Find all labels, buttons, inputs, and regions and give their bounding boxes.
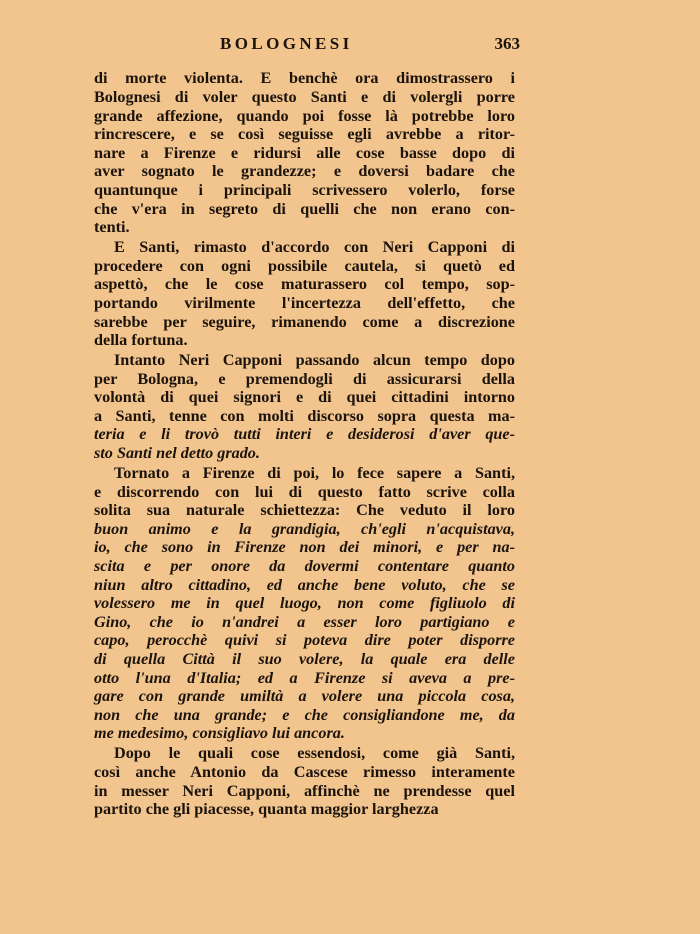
page-header <box>94 34 520 56</box>
text-line: sto Santi nel detto grado. <box>94 444 260 463</box>
text-line: della fortuna. <box>94 331 188 350</box>
text-line: solita sua naturale schiettezza: Che veduto il loro <box>94 501 515 520</box>
page-number: 363 <box>494 34 520 53</box>
text-line: scita e per onore da dovermi contentare quanto <box>94 557 515 575</box>
text-line: me medesimo, consigliavo lui ancora. <box>94 724 345 743</box>
text-line: non che una grande; e che consigliandone me, da <box>94 705 515 724</box>
text-line: buon animo e la grandigia, ch'egli n'acquistava, <box>94 519 515 538</box>
text-line: a Santi, tenne con molti discorso sopra questa ma- <box>94 406 515 425</box>
text-line: così anche Antonio da Cascese rimesso interamente <box>94 762 515 781</box>
text-line: otto l'una d'Italia; ed a Firenze si aveva a pre- <box>94 668 515 687</box>
running-head: BOLOGNESI <box>220 34 353 53</box>
paragraph <box>94 744 515 818</box>
paragraph <box>94 69 515 236</box>
text-line: sarebbe per seguire, rimanendo come a discrezione <box>94 312 515 331</box>
text-line: io, che sono in Firenze non dei minori, e per na- <box>94 538 515 557</box>
text-line: procedere con ogni possibile cautela, si quetò ed <box>94 256 515 275</box>
text-line: Intanto Neri Capponi passando alcun tempo dopo <box>114 351 515 370</box>
text-line: di morte violenta. E benchè ora dimostrassero i <box>94 69 515 88</box>
text-line: in messer Neri Capponi, affinchè ne prendesse quel <box>94 781 515 800</box>
text-line: che v'era in segreto di quelli che non erano con- <box>94 199 515 218</box>
text-line: volontà di quei signori e di quei cittadini intorno <box>94 388 515 407</box>
text-line: e discorrendo con lui di questo fatto scrive colla <box>94 482 515 501</box>
text-line: Dopo le quali cose essendosi, come già Santi, <box>114 744 515 763</box>
text-line: Gino, che io n'andrei a esser loro partigiano e <box>94 612 515 631</box>
text-line: grande affezione, quando poi fosse là potrebbe loro <box>94 106 515 125</box>
text-line: aver sognato le grandezze; e doversi badare che <box>94 162 515 181</box>
text-line: partito che gli piacesse, quanta maggior larghezza <box>94 800 439 819</box>
text-line: Bolognesi di voler questo Santi e di volergli porre <box>94 87 515 106</box>
paragraph <box>94 238 515 350</box>
text-line: quantunque i principali scrivessero volerlo, forse <box>94 180 515 199</box>
text-line: capo, perocchè quivi si poteva dire poter disporre <box>94 631 515 650</box>
text-line: niun altro cittadino, ed anche bene voluto, che se <box>94 575 515 594</box>
paragraph <box>94 351 515 463</box>
text-line: di quella Città il suo volere, la quale era delle <box>94 649 515 668</box>
paragraph <box>94 464 515 743</box>
text-line: E Santi, rimasto d'accordo con Neri Capponi di <box>114 238 515 257</box>
text-line: nare a Firenze e ridursi alle cose basse dopo di <box>94 143 515 162</box>
text-line: rincrescere, e se così seguisse egli avrebbe a ritor- <box>94 125 515 144</box>
text-line: tenti. <box>94 218 130 237</box>
text-line: volessero me in quel luogo, non come figliuolo di <box>94 594 515 613</box>
text-line: portando virilmente l'incertezza dell'effetto, che <box>94 293 515 312</box>
text-line: teria e li trovò tutti interi e desiderosi d'aver que- <box>94 425 515 444</box>
body-text <box>94 68 515 819</box>
text-line: aspettò, che le cose maturassero col tempo, sop- <box>94 275 515 294</box>
text-line: gare con grande umiltà a volere una piccola cosa, <box>94 687 515 706</box>
text-line: Tornato a Firenze di poi, lo fece sapere a Santi, <box>114 464 515 483</box>
text-line: per Bologna, e premendogli di assicurarsi della <box>94 369 515 388</box>
